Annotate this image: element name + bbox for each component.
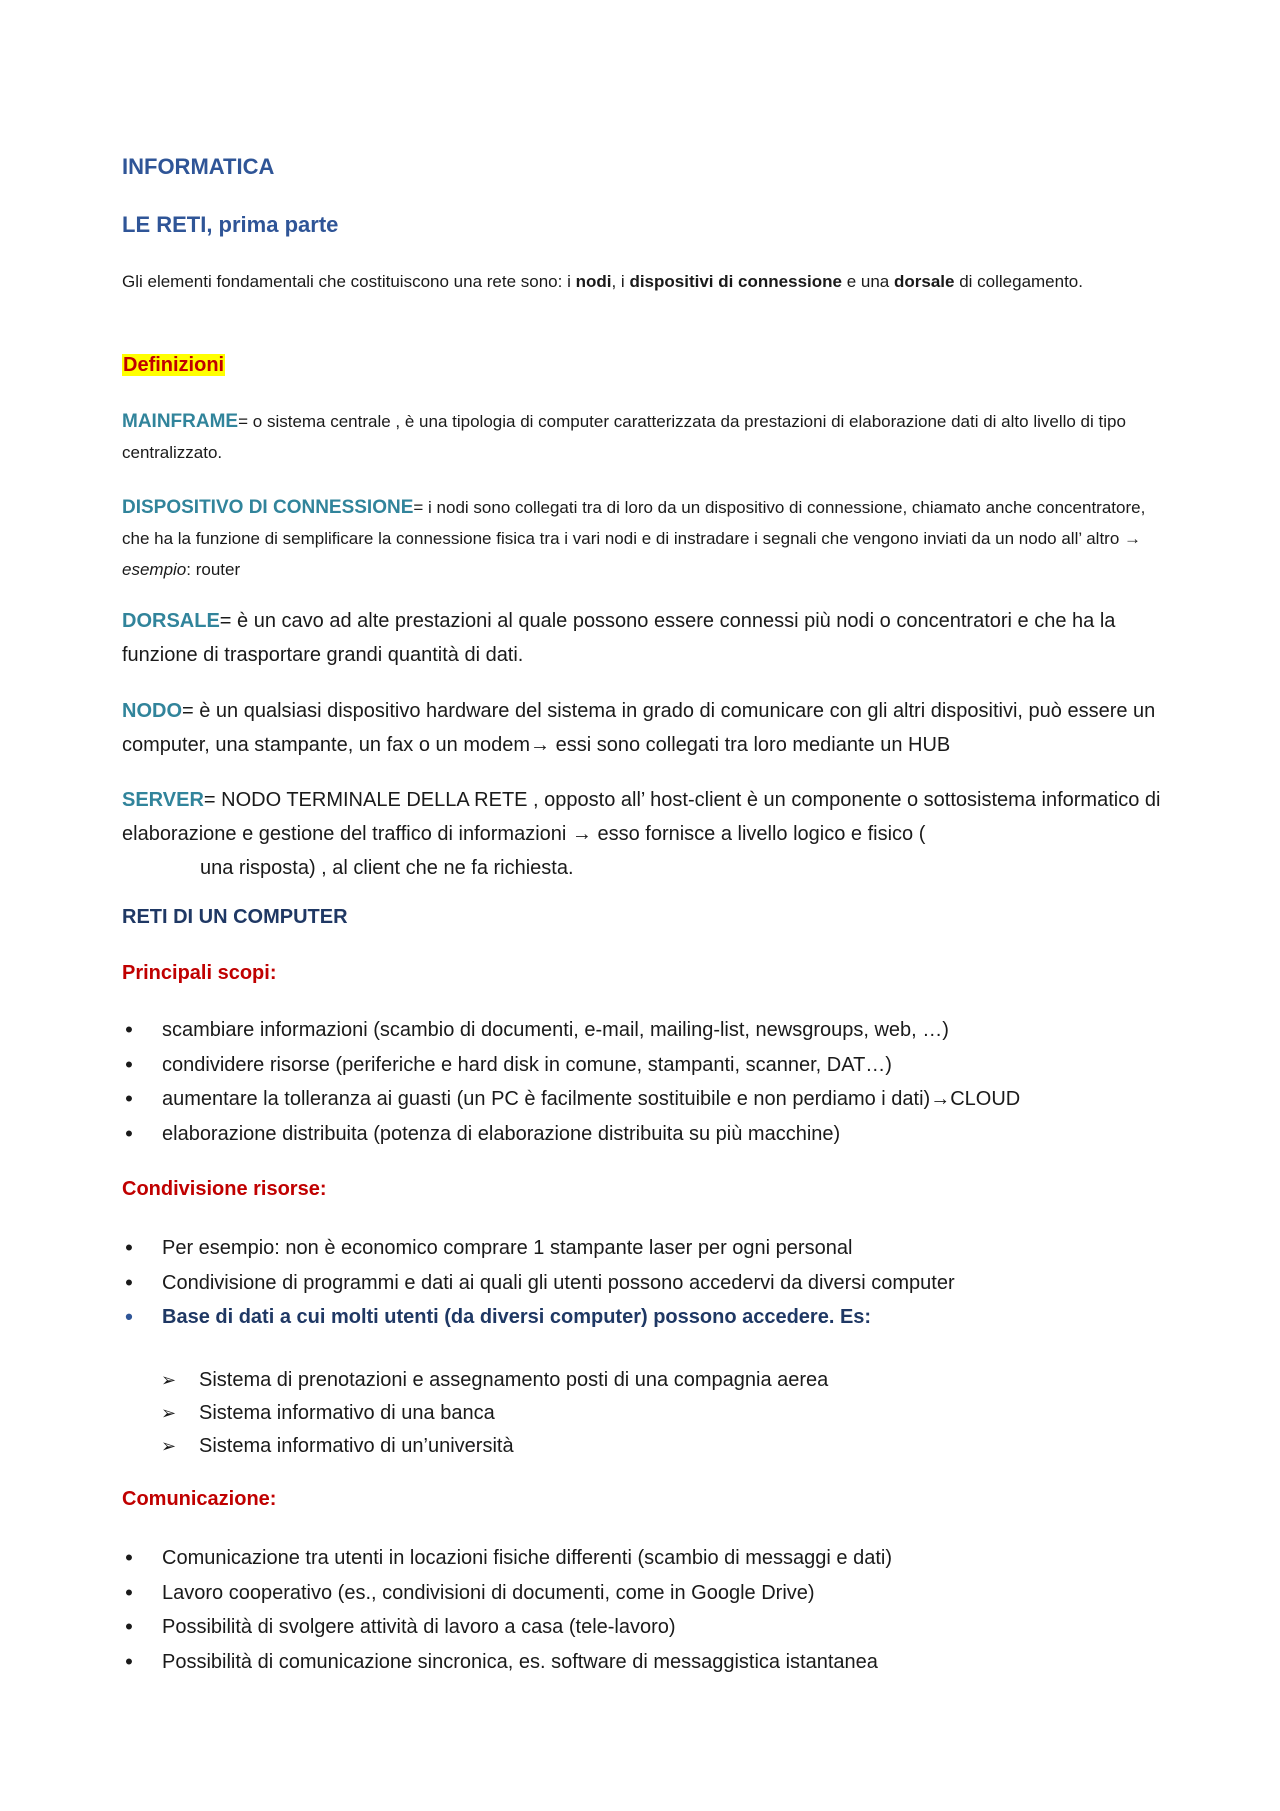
list-item: • Condivisione di programmi e dati ai quali gli utenti possono accedervi da diversi computer — [122, 1266, 1162, 1301]
definizioni-heading: Definizioni — [123, 354, 225, 376]
comunicazione-heading: Comunicazione: — [122, 1488, 277, 1510]
arrow-right-icon: → — [571, 823, 592, 845]
definition-term: NODO — [122, 700, 182, 722]
list-item: • condividere risorse (periferiche e hard disk in comune, stampanti, scanner, DAT…) — [122, 1048, 1162, 1083]
definition-mainframe: MAINFRAME= o sistema centrale , è una tipologia di computer caratterizzata da prestazioni di elaborazione dati di alto livello di tipo centralizzato. — [122, 411, 1126, 462]
definition-dorsale: DORSALE= è un cavo ad alte prestazioni al quale possono essere connessi più nodi o concentratori e che ha la funzione di trasportare grandi quantità di dati. — [122, 610, 1116, 666]
scopi-list — [122, 1013, 1162, 1151]
definition-dispositivo: DISPOSITIVO DI CONNESSIONE= i nodi sono collegati tra di loro da un dispositivo di connessione, chiamato anche concentratore, che ha la funzione di semplificare la connessione fisica tra i vari nodi e di instradare i segnali che vengono inviati da un nodo all’ altro → esempio: router — [122, 497, 1146, 579]
list-item: • Comunicazione tra utenti in locazioni fisiche differenti (scambio di messaggi e dati) — [122, 1541, 1162, 1576]
bullet-icon: • — [125, 1269, 133, 1295]
definition-term: SERVER — [122, 789, 204, 811]
list-item: • Lavoro cooperativo (es., condivisioni di documenti, come in Google Drive) — [122, 1576, 1162, 1611]
condivisione-heading: Condivisione risorse: — [122, 1178, 327, 1200]
arrow-bullet-icon: ➢ — [161, 1370, 177, 1390]
page-title: INFORMATICA — [122, 154, 275, 179]
bullet-icon: • — [125, 1051, 133, 1077]
page-subtitle: LE RETI, prima parte — [122, 212, 339, 237]
definition-nodo: NODO= è un qualsiasi dispositivo hardware del sistema in grado di comunicare con gli altri dispositivi, può essere un computer, una stampante, un fax o un modem→ essi sono collegati tra loro mediante un HUB — [122, 700, 1156, 756]
list-item: • elaborazione distribuita (potenza di elaborazione distribuita su più macchine) — [122, 1117, 1162, 1152]
bullet-icon: • — [125, 1614, 133, 1639]
bullet-icon: • — [125, 1235, 133, 1260]
reti-heading: RETI DI UN COMPUTER — [122, 906, 348, 928]
list-item: • Per esempio: non è economico comprare 1 stampante laser per ogni personal — [122, 1231, 1162, 1266]
list-item: • Possibilità di svolgere attività di lavoro a casa (tele-lavoro) — [122, 1610, 1162, 1645]
condivisione-sublist — [161, 1364, 1161, 1463]
list-item: • scambiare informazioni (scambio di documenti, e-mail, mailing-list, newsgroups, web, …) — [122, 1013, 1162, 1048]
definition-term: DISPOSITIVO DI CONNESSIONE — [122, 497, 414, 518]
sub-list-item: ➢ Sistema informativo di una banca — [161, 1397, 1161, 1430]
arrow-bullet-icon: ➢ — [161, 1436, 177, 1456]
definition-term: DORSALE — [122, 610, 220, 632]
sub-list-item: ➢ Sistema informativo di un’università — [161, 1430, 1161, 1463]
comunicazione-list — [122, 1541, 1162, 1679]
condivisione-list — [122, 1231, 1162, 1335]
bullet-icon: • — [125, 1648, 133, 1674]
definition-server: SERVER= NODO TERMINALE DELLA RETE , opposto all’ host-client è un componente o sottosistema informatico di elaborazione e gestione del traffico di informazioni → esso fornisce a livello logico e fisico ( una risposta) , al client che ne fa richiesta. — [122, 789, 1161, 879]
bullet-icon: • — [125, 1120, 133, 1146]
bullet-icon: • — [125, 1579, 133, 1605]
list-item: • Base di dati a cui molti utenti (da diversi computer) possono accedere. Es: — [122, 1300, 1162, 1335]
list-item: • Possibilità di comunicazione sincronica, es. software di messaggistica istantanea — [122, 1645, 1162, 1680]
definition-term: MAINFRAME — [122, 411, 239, 432]
intro-paragraph: Gli elementi fondamentali che costituiscono una rete sono: i nodi, i dispositivi di connessione e una dorsale di collegamento. — [122, 272, 1083, 291]
arrow-right-icon: → — [530, 734, 551, 756]
bullet-icon: • — [125, 1017, 133, 1042]
sub-list-item: ➢ Sistema di prenotazioni e assegnamento posti di una compagnia aerea — [161, 1364, 1161, 1397]
arrow-bullet-icon: ➢ — [161, 1403, 177, 1423]
scopi-heading: Principali scopi: — [122, 962, 277, 984]
list-item: • aumentare la tolleranza ai guasti (un PC è facilmente sostituibile e non perdiamo i dati)→CLOUD — [122, 1082, 1162, 1117]
bullet-icon: • — [125, 1304, 133, 1329]
bullet-icon: • — [125, 1086, 133, 1111]
arrow-right-icon: → — [1124, 529, 1142, 548]
bullet-icon: • — [125, 1545, 133, 1570]
